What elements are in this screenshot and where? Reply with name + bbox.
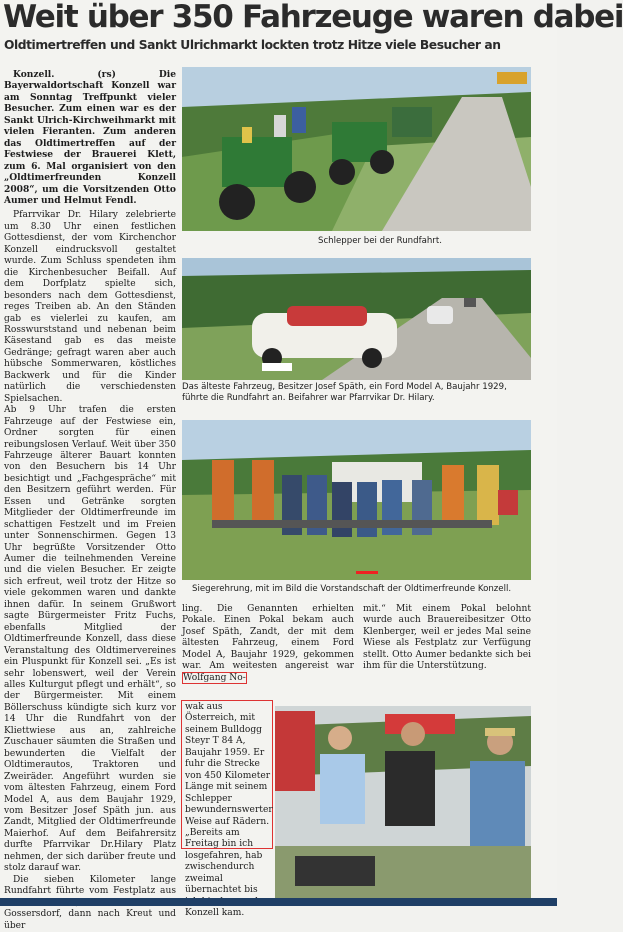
photo-ford-model-a xyxy=(182,258,531,380)
column-2-text: ling. Die Genannten erhielten Pokale. Einen Pokal bekam auch Josef Späth, Zandt, der mit dem ältesten Fahrzeug, einem Ford Model A, Baujahr 1929, gekommen war. Am weitesten angereist war xyxy=(182,604,354,672)
article-column-1 xyxy=(4,69,176,932)
body-paragraph: Pfarrvikar Dr. Hilary zelebrierte um 8.30 Uhr einen festlichen Gottesdienst, der vom Kirchenchor Konzell eindrucksvoll gestaltet wurde. Zum Schluss spendeten ihm die Kirchenbesucher Beifall. Auf dem Dorfplatz spielte sich, besonders nach dem Gottesdienst, reges Treiben ab. An den Ständen gab es vielerlei zu kaufen, am Rosswurststand und nebenan beim Käsestand gab es das meiste Gedränge; gefragt waren aber auch hübsche Sommerwaren, köstliches Backwerk und für die Kinder natürlich die verschiedensten Spielsachen. xyxy=(4,210,176,404)
subheadline: Oldtimertreffen und Sankt Ulrichmarkt lockten trotz Hitze viele Besucher an xyxy=(4,38,501,52)
headline: Weit über 350 Fahrzeuge waren dabei xyxy=(3,0,623,35)
highlighted-text: wak aus Österreich, mit seinem Bulldogg Steyr T 84 A, Baujahr 1959. Er fuhr die Strecke von 450 Kilometer Länge mit seinem Schlepper bewundernswerter Weise auf Rädern. „Bereits am Freitag bin ich losgefahren, xyxy=(185,702,273,861)
photo-gruppe-bulldog xyxy=(275,706,531,898)
article-column-2 xyxy=(182,604,354,684)
bottom-band xyxy=(0,898,557,906)
body-paragraph: Die sieben Kilometer lange Rundfahrt führte vom Festplatz aus Gossersdorf, dann nach Kreut und über xyxy=(4,874,176,931)
column-2-after-box: hab zwischendurch zweimal übernachtet bis Konzell kam. xyxy=(185,850,263,919)
lead-paragraph: Konzell. (rs) Die Bayerwaldortschaft Konzell war am Sonntag Treffpunkt vieler Besucher. Zum einen war es der Sankt Ulrich-Kirchweihmarkt mit vielen Fieranten. Zum anderen das Oldtimertreffen auf der Festwiese der Brauerei Klett, zum 6. Mal organisiert von den „Oldtimerfreunden Konzell 2008“, um die Vorsitzenden Otto Aumer und Helmut Fendl. xyxy=(4,69,176,206)
column-3-text: mit.“ Mit einem Pokal belohnt wurde auch Brauereibesitzer Otto Klenberger, weil er jedes Mal seine Wiese als Festplatz zur Verfügung stellt. Otto Aumer bedankte sich bei ihm für die Unterstützung. xyxy=(363,604,531,672)
photo-caption: Siegerehrung, mit im Bild die Vorstandschaft der Oldtimerfreunde Konzell. xyxy=(192,584,512,594)
photo-schlepper-rundfahrt xyxy=(182,67,531,231)
body-paragraph: Ab 9 Uhr trafen die ersten Fahrzeuge auf der Festwiese ein, Ordner sorgten für einen reibungslosen Verlauf. Weit über 350 Fahrzeuge älterer Bauart konnten von den Besuchern bis 14 Uhr besichtigt und „Fachgespräche“ mit den Besitzern geführt werden. Für Essen und Getränke sorgten Mitglieder der Oldtimerfreunde im schattigen Festzelt und im Freien unter Sonnenschirmen. Gegen 13 Uhr begrüßte Vorsitzender Otto Aumer die teilnehmenden Vereine und die vielen Besucher. Er zeigte sich erfreut, weil trotz der Hitze so viele gekommen waren und dankte ihnen dafür. In seinem Grußwort sagte Bürgermeister Fritz Fuchs, ebenfalls Mitglied der Oldtimerfreunde Konzell, dass diese Veranstaltung des Oldtimervereines ein Pluspunkt für Konzell sei. „Es ist sehr lobenswert, weil der Verein alles Kulturgut pflegt und erhält“, so der Bürgermeister. Mit einem Böllerschuss kündigte sich kurz vor 14 Uhr die Rundfahrt von der Kliettwiese aus an, zahlreiche Zuschauer säumten die Straßen und bewunderten die Vielfalt der Oldtimerautos, Traktoren und Zweiräder. Angeführt wurden sie vom ältesten Fahrzeug, einem Ford Model A, aus dem Baujahr 1929, vom Besitzer Josef Späth jun. aus Zandt, Mitglied der Oldtimerfreunde Maierhof. Auf dem Beifahrersitz durfte Pfarrvikar Dr.Hilary Platz nehmen, der sich darüber freute und stolz darauf war. xyxy=(4,405,176,874)
article-column-3 xyxy=(363,604,531,673)
photo-siegerehrung xyxy=(182,420,531,580)
highlighted-name: Wolfgang No- xyxy=(183,672,246,683)
photo-caption: Schlepper bei der Rundfahrt. xyxy=(318,236,442,246)
photo-caption: Das älteste Fahrzeug, Besitzer Josef Späth, ein Ford Model A, Baujahr 1929, führte die Rundfahrt an. Beifahrer war Pfarrvikar Dr. Hilary. xyxy=(182,382,507,403)
red-underline-mark xyxy=(356,571,378,574)
article-column-2-box xyxy=(185,702,271,920)
